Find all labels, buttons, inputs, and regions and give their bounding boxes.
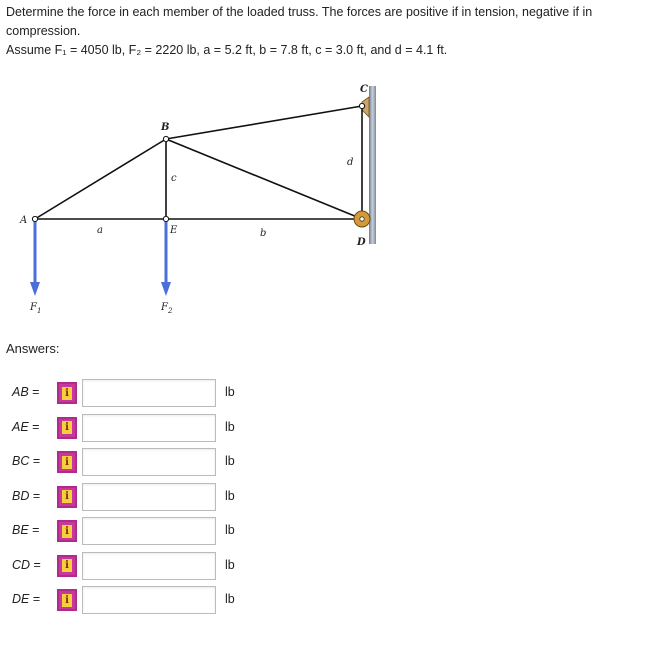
info-icon[interactable]: i <box>57 555 77 577</box>
label-node-d: D <box>357 237 366 248</box>
answer-row-ae <box>0 414 655 442</box>
member-bc <box>166 106 362 139</box>
info-icon[interactable]: i <box>57 382 77 404</box>
label-load-f1: $F_1$ <box>30 302 42 315</box>
answer-input-ab[interactable] <box>82 379 216 407</box>
member-bd <box>166 139 362 219</box>
answer-row-de <box>0 586 655 614</box>
answer-unit: lb <box>225 454 235 468</box>
answer-label-bc: BC = <box>12 454 41 468</box>
label-node-a: A <box>20 215 28 226</box>
label-node-e: E <box>170 225 178 236</box>
answer-row-bd <box>0 483 655 511</box>
answer-row-be <box>0 517 655 545</box>
answer-unit: lb <box>225 385 235 399</box>
label-load-f2: $F_2$ <box>161 302 173 315</box>
truss-members <box>35 106 362 219</box>
label-dim-b: b <box>260 228 267 239</box>
answer-unit: lb <box>225 592 235 606</box>
answer-row-cd <box>0 552 655 580</box>
problem-text <box>6 3 646 60</box>
answer-unit: lb <box>225 557 235 572</box>
answer-row-ab <box>0 379 655 407</box>
problem-given: Assume F₁ = 4050 lb, F₂ = 2220 lb, a = 5.2 ft, b = 7.8 ft, c = 3.0 ft, and d = 4.1 ft. <box>6 43 448 57</box>
label-dim-d: d <box>347 157 354 168</box>
answer-label-cd: CD = <box>12 557 41 572</box>
answer-input-bd[interactable] <box>82 483 216 511</box>
answer-input-ae[interactable] <box>82 414 216 442</box>
answers-title: Answers: <box>6 341 60 356</box>
load-arrow-f1 <box>30 222 40 296</box>
answer-label-be: BE = <box>12 523 40 537</box>
label-dim-c: c <box>171 173 177 184</box>
answer-input-de[interactable] <box>82 586 216 614</box>
member-ab <box>35 139 166 219</box>
pin-d-center <box>360 217 364 221</box>
info-icon[interactable]: i <box>57 520 77 542</box>
answer-label-bd: BD = <box>12 488 41 503</box>
answer-row-bc <box>0 448 655 476</box>
answer-unit: lb <box>225 523 235 537</box>
label-dim-a: a <box>97 225 103 236</box>
label-node-b: B <box>161 122 170 133</box>
info-icon[interactable]: i <box>57 451 77 473</box>
answer-label-de: DE = <box>12 592 41 606</box>
joint-a <box>32 216 37 221</box>
answer-input-bc[interactable] <box>82 448 216 476</box>
info-icon[interactable]: i <box>57 486 77 508</box>
joint-c <box>359 103 364 108</box>
answer-input-be[interactable] <box>82 517 216 545</box>
answer-unit: lb <box>225 419 235 434</box>
joint-e <box>163 216 168 221</box>
info-icon[interactable]: i <box>57 589 77 611</box>
problem-statement: Determine the force in each member of the loaded truss. The forces are positive if in tension, negative if in compression. <box>6 5 593 38</box>
answer-label-ae: AE = <box>12 419 40 434</box>
answer-unit: lb <box>225 488 235 503</box>
answer-input-cd[interactable] <box>82 552 216 580</box>
truss-diagram <box>0 70 655 330</box>
info-icon[interactable]: i <box>57 417 77 439</box>
answer-label-ab: AB = <box>12 385 40 399</box>
label-node-c: C <box>360 84 368 95</box>
joint-b <box>163 136 168 141</box>
